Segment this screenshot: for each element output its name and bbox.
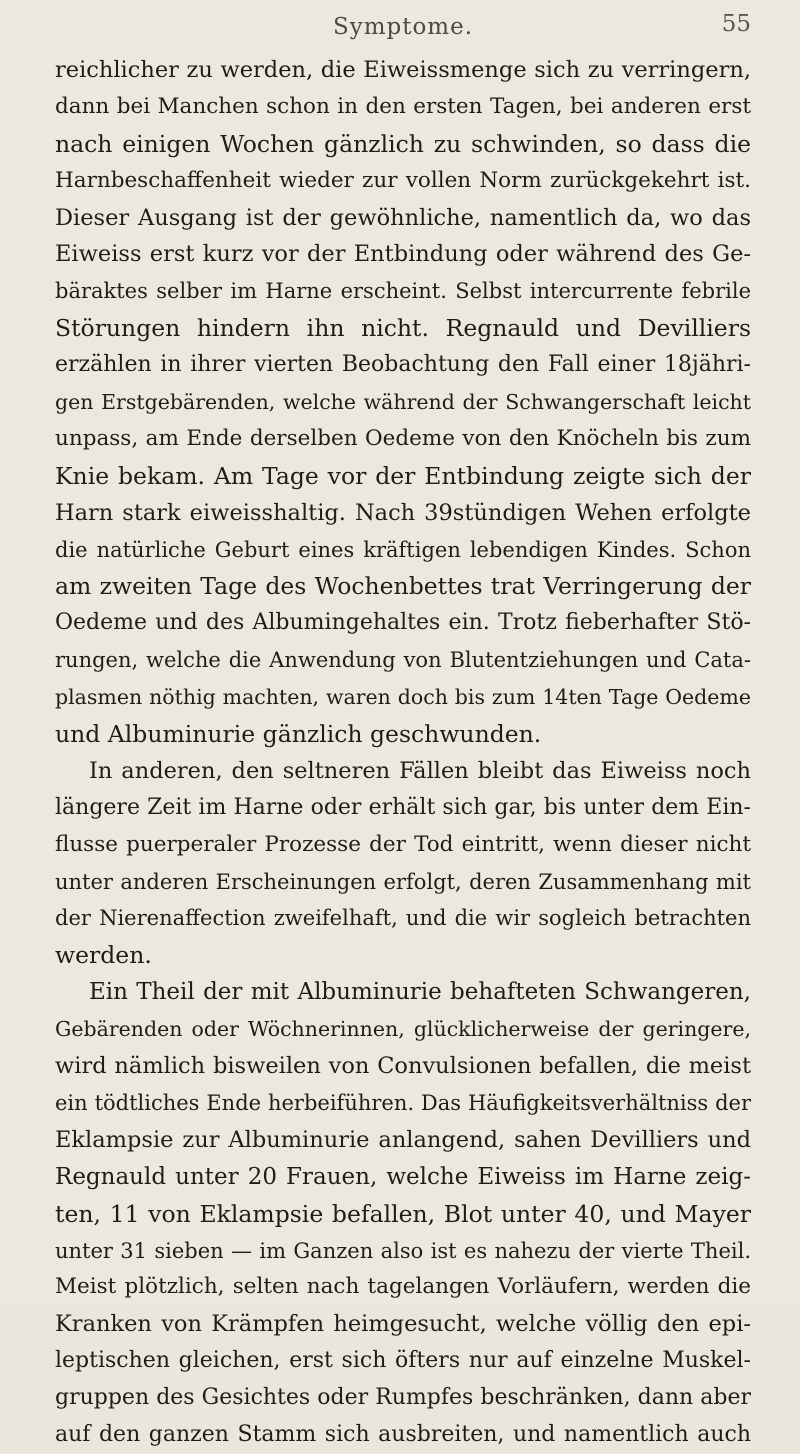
text-line: Regnauld unter 20 Frauen, welche Eiweiss im Harne zeig-: [55, 1163, 751, 1190]
text-line: Harn stark eiweisshaltig. Nach 39stündigen Wehen erfolgte: [55, 499, 751, 526]
text-line: ein tödtliches Ende herbeiführen. Das Häufigkeitsverhältniss der: [55, 1090, 751, 1115]
page-header: [55, 6, 751, 42]
running-head: Symptome.: [332, 14, 474, 40]
text-line: werden.: [55, 941, 152, 970]
text-line: wird nämlich bisweilen von Convulsionen befallen, die meist: [55, 1053, 751, 1080]
text-line: und Albuminurie gänzlich geschwunden.: [55, 720, 542, 749]
text-line: dann bei Manchen schon in den ersten Tagen, bei anderen erst: [55, 93, 751, 119]
text-line: ten, 11 von Eklampsie befallen, Blot unter 40, und Mayer: [55, 1199, 751, 1228]
text-line: unpass, am Ende derselben Oedeme von den Knöcheln bis zum: [55, 425, 751, 451]
text-line: gen Erstgebärenden, welche während der Schwangerschaft leicht: [55, 390, 751, 415]
text-line: flusse puerperaler Prozesse der Tod eintritt, wenn dieser nicht: [55, 831, 751, 857]
text-line: nach einigen Wochen gänzlich zu schwinden, so dass die: [55, 129, 751, 158]
text-line: unter 31 sieben — im Ganzen also ist es nahezu der vierte Theil.: [55, 1238, 751, 1263]
text-line: Gebärenden oder Wöchnerinnen, glücklicherweise der geringere,: [55, 1017, 751, 1042]
text-line: Oedeme und des Albumingehaltes ein. Trotz fieberhafter Stö-: [55, 610, 751, 636]
text-line: In anderen, den seltneren Fällen bleibt das Eiweiss noch: [89, 757, 751, 784]
text-line: Störungen hindern ihn nicht. Regnauld und Devilliers: [55, 314, 751, 343]
text-line: auf den ganzen Stamm sich ausbreiten, und namentlich auch: [55, 1421, 751, 1447]
text-line: Meist plötzlich, selten nach tagelangen Vorläufern, werden die: [55, 1274, 751, 1300]
text-line: leptischen gleichen, erst sich öfters nur auf einzelne Muskel-: [55, 1348, 751, 1374]
text-line: Knie bekam. Am Tage vor der Entbindung zeigte sich der: [55, 461, 751, 490]
text-line: gruppen des Gesichtes oder Rumpfes beschränken, dann aber: [55, 1385, 751, 1411]
text-line: reichlicher zu werden, die Eiweissmenge sich zu verringern,: [55, 57, 751, 83]
text-line: Ein Theil der mit Albuminurie behafteten Schwangeren,: [89, 979, 751, 1006]
text-line: Eiweiss erst kurz vor der Entbindung oder während des Ge-: [55, 241, 751, 268]
body-text: [55, 52, 751, 1454]
text-line: am zweiten Tage des Wochenbettes trat Verringerung der: [55, 572, 751, 601]
text-line: Kranken von Krämpfen heimgesucht, welche völlig den epi-: [55, 1311, 751, 1338]
text-line: längere Zeit im Harne oder erhält sich gar, bis unter dem Ein-: [55, 794, 751, 820]
text-line: Dieser Ausgang ist der gewöhnliche, namentlich da, wo das: [55, 204, 751, 231]
text-line: Eklampsie zur Albuminurie anlangend, sahen Devilliers und: [55, 1126, 751, 1153]
text-line: erzählen in ihrer vierten Beobachtung den Fall einer 18jähri-: [55, 352, 751, 378]
page-number: 55: [721, 11, 751, 37]
text-line: rungen, welche die Anwendung von Blutentziehungen und Cata-: [55, 648, 751, 673]
text-line: Harnbeschaffenheit wieder zur vollen Norm zurückgekehrt ist.: [55, 167, 751, 193]
text-line: unter anderen Erscheinungen erfolgt, deren Zusammenhang mit: [55, 869, 751, 894]
text-line: plasmen nöthig machten, waren doch bis zum 14ten Tage Oedeme: [55, 685, 751, 710]
text-line: bäraktes selber im Harne erscheint. Selbst intercurrente febrile: [55, 279, 751, 304]
text-line: der Nierenaffection zweifelhaft, und die wir sogleich betrachten: [55, 906, 751, 931]
text-line: die natürliche Geburt eines kräftigen lebendigen Kindes. Schon: [55, 537, 751, 562]
